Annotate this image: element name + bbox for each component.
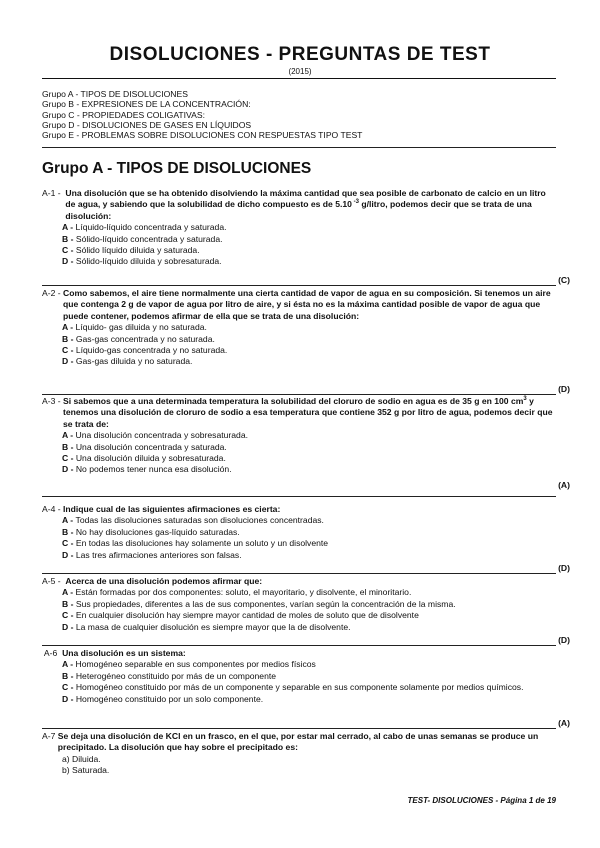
question-divider <box>42 645 556 646</box>
question-divider <box>42 496 556 497</box>
group-index-item: Grupo C - PROPIEDADES COLIGATIVAS: <box>42 109 206 120</box>
answer-option: C - Sólido líquido diluida y saturada. <box>62 245 200 256</box>
correct-answer: (D) <box>558 384 570 394</box>
question-divider <box>42 285 556 286</box>
correct-answer: (D) <box>558 563 570 573</box>
answer-option: D - No podemos tener nunca esa disolución. <box>62 464 232 475</box>
question-a3 <box>42 396 556 476</box>
question-a5 <box>42 576 556 633</box>
answer-option: A - Una disolución concentrada y sobresaturada. <box>62 430 248 441</box>
answer-option: D - Sólido-líquido diluida y sobresaturada. <box>62 256 222 267</box>
answer-option: A - Líquido- gas diluida y no saturada. <box>62 322 207 333</box>
group-index-item: Grupo D - DISOLUCIONES DE GASES EN LÍQUIDOS <box>42 119 252 130</box>
correct-answer: (A) <box>558 718 570 728</box>
answer-option: C - Homogéneo constituido por más de un componente y separable en sus componente solamente por medios químicos. <box>62 682 524 693</box>
question-divider <box>42 728 556 729</box>
answer-option: C - En todas las disoluciones hay solamente un soluto y un disolvente <box>62 538 329 549</box>
answer-option: C - En cualquier disolución hay siempre mayor cantidad de moles de soluto que de disolvente <box>62 610 419 621</box>
page-footer: TEST- DISOLUCIONES - Página 1 de 19 <box>407 796 556 805</box>
answer-option: B - Gas-gas concentrada y no saturada. <box>62 333 215 344</box>
answer-option: B - Una disolución concentrada y saturada. <box>62 441 227 452</box>
answer-option: a) Diluida. <box>62 753 101 764</box>
title-rule <box>42 78 556 79</box>
question-number: A-2 - <box>42 288 64 298</box>
answer-option: D - La masa de cualquier disolución es siempre mayor que la de disolvente. <box>62 621 351 632</box>
group-index <box>42 89 362 140</box>
answer-option: B - Sólido-líquido concentrada y saturada. <box>62 233 223 244</box>
question-stem: Una disolución que se ha obtenido disolviendo la máxima cantidad que sea posible de carbonato de calcio en un litro de agua, y sabiendo que la solubilidad de dicho compuesto es de 5.10 $^{-3}$ g/litro, podemos decir que se trata de una disolución: <box>65 188 546 221</box>
question-number: A-7 <box>42 731 58 741</box>
index-rule <box>42 147 556 148</box>
question-stem: Una disolución es un sistema: <box>62 648 186 658</box>
answer-option: B - Sus propiedades, diferentes a las de sus componentes, varían según la concentración de la misma. <box>62 598 456 609</box>
answer-option: A - Todas las disoluciones saturadas son disoluciones concentradas. <box>62 515 324 526</box>
question-number: A-6 <box>42 648 63 658</box>
question-stem: Como sabemos, el aire tiene normalmente una cierta cantidad de vapor de agua en su composición. Si tenemos un aire que contenga 2 g de vapor de agua por litro de aire, y si ésta no es la máxima cantidad posible de vapor de agua que puede contener, podemos afirmar de ella que se trata de una disolución: <box>63 288 551 321</box>
group-index-item: Grupo A - TIPOS DE DISOLUCIONES <box>42 89 188 99</box>
question-a2 <box>42 288 556 368</box>
correct-answer: (D) <box>558 635 570 645</box>
answer-option: A - Están formadas por dos componentes: soluto, el mayoritario, y disolvente, el minoritario. <box>62 587 412 598</box>
correct-answer: (C) <box>558 275 570 285</box>
question-stem: Acerca de una disolución podemos afirmar que: <box>65 576 263 586</box>
question-stem: Se deja una disolución de KCl en un frasco, en el que, por estar mal cerrado, al cabo de unas semanas se produce un precipitado. La disolución que hay sobre el precipitado es: <box>57 731 539 753</box>
question-a6 <box>42 648 556 705</box>
question-divider <box>42 394 556 395</box>
group-index-item: Grupo E - PROBLEMAS SOBRE DISOLUCIONES CON RESPUESTAS TIPO TEST <box>42 130 363 141</box>
question-number: A-3 - <box>42 396 64 406</box>
correct-answer: (A) <box>558 480 570 490</box>
question-number: A-5 - <box>42 576 66 586</box>
question-a4 <box>42 504 556 561</box>
document-title: DISOLUCIONES - PREGUNTAS DE TEST <box>109 44 491 65</box>
question-number: A-4 - <box>42 504 64 514</box>
answer-option: A - Homogéneo separable en sus componentes por medios físicos <box>62 659 316 670</box>
group-index-item: Grupo B - EXPRESIONES DE LA CONCENTRACIÓN: <box>42 99 251 110</box>
question-stem: Si sabemos que a una determinada temperatura la solubilidad del cloruro de sodio en agua es de 35 g en 100 $cm^3$ y tenemos una disolución de cloruro de sodio a esa temperatura que contiene 352 g por litro de agua, podemos decir que se trata de: <box>63 396 553 429</box>
answer-option: D - Las tres afirmaciones anteriores son falsas. <box>62 549 242 560</box>
answer-option: B - No hay disoluciones gas-líquido saturadas. <box>62 526 240 537</box>
answer-option: A - Líquido-líquido concentrada y saturada. <box>62 222 227 233</box>
answer-option: b) Saturada. <box>62 765 110 776</box>
answer-option: D - Homogéneo constituido por un solo componente. <box>62 693 264 704</box>
question-stem: Indique cual de las siguientes afirmaciones es cierta: <box>63 504 281 514</box>
answer-option: C - Líquido-gas concentrada y no saturada. <box>62 345 228 356</box>
document-year: (2015) <box>288 67 312 76</box>
answer-option: D - Gas-gas diluida y no saturada. <box>62 356 193 367</box>
section-title: Grupo A - TIPOS DE DISOLUCIONES <box>42 160 312 177</box>
question-a1 <box>42 188 556 268</box>
answer-option: C - Una disolución diluida y sobresaturada. <box>62 453 226 464</box>
question-a7 <box>42 731 556 777</box>
answer-option: B - Heterogéneo constituido por más de un componente <box>62 670 277 681</box>
question-number: A-1 - <box>42 188 66 198</box>
question-divider <box>42 573 556 574</box>
